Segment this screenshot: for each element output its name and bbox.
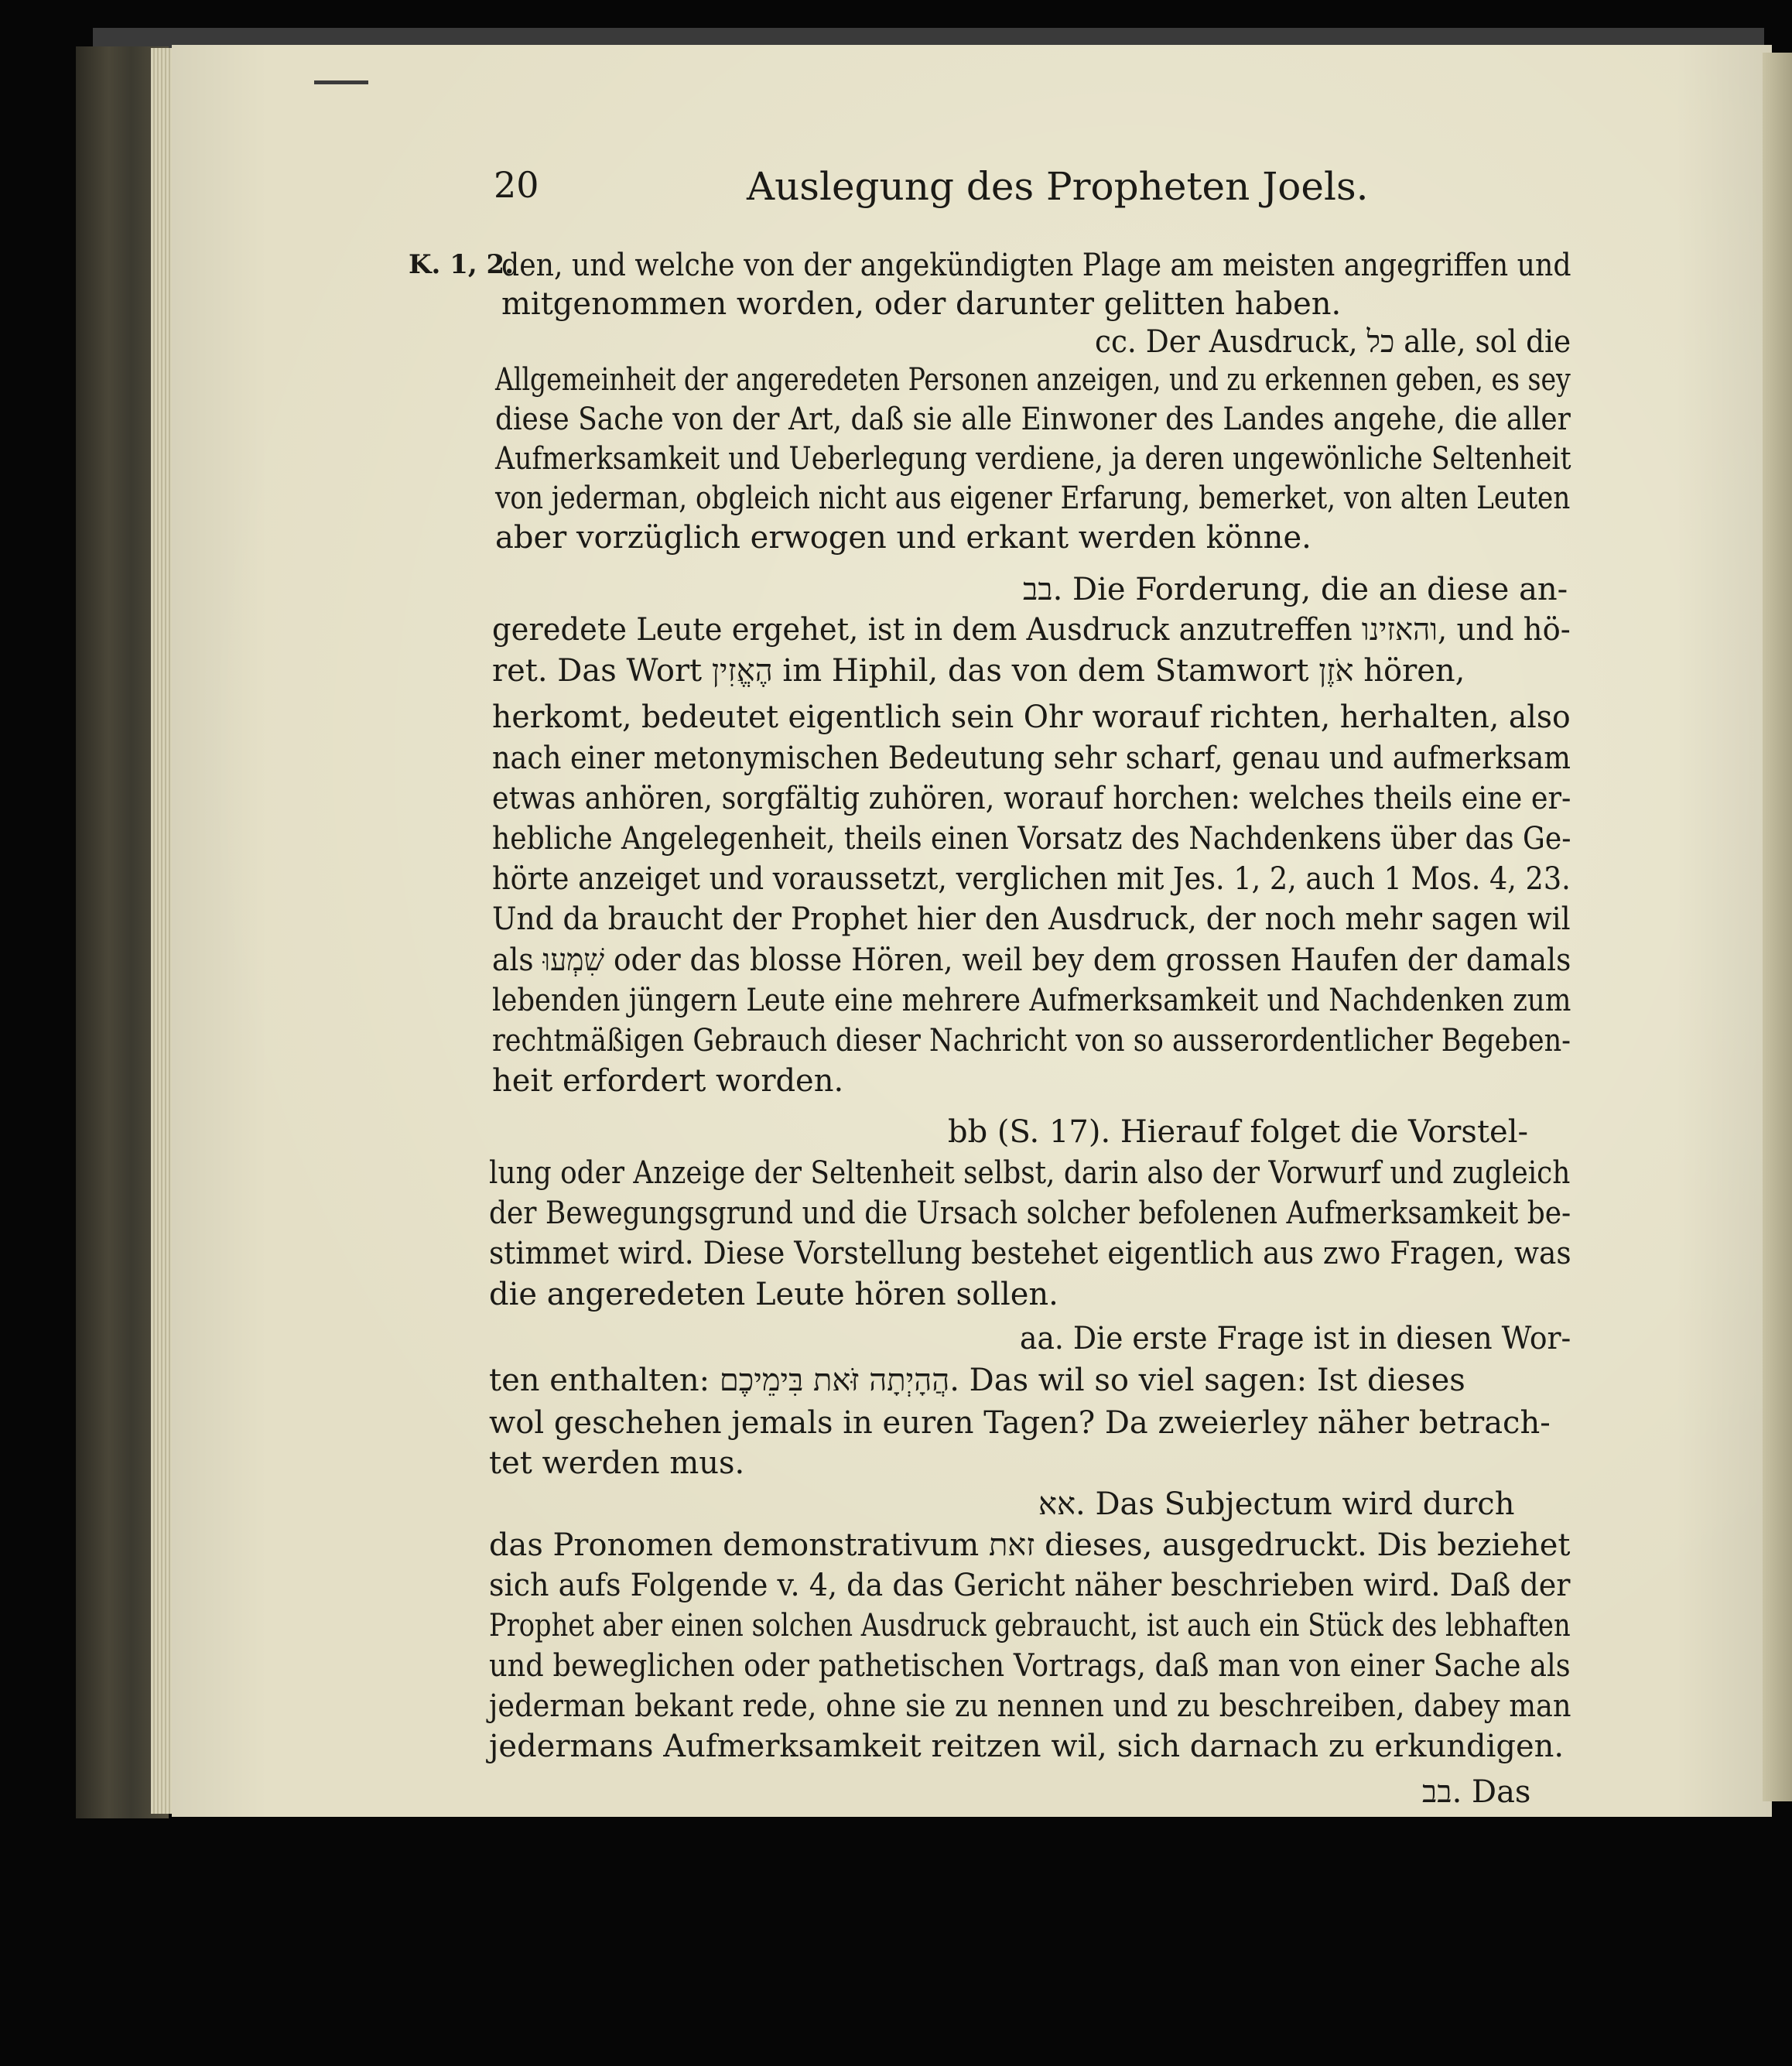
text-line: bb (S. 17). Hierauf folget die Vorstel-: [948, 1114, 1528, 1150]
text-line: jedermans Aufmerksamkeit reitzen wil, sich darnach zu erkundigen.: [489, 1729, 1565, 1764]
text-line: cc. Der Ausdruck, כל alle, sol die: [1095, 324, 1571, 360]
text-line: Allgemeinheit der angeredeten Personen anzeigen, und zu erkennen geben, es sey: [495, 362, 1571, 398]
text-line: aber vorzüglich erwogen und erkant werden könne.: [495, 520, 1312, 556]
text-line: geredete Leute ergehet, ist in dem Ausdruck anzutreffen והאזינו, und hö-: [492, 612, 1571, 648]
text-line: herkomt, bedeutet eigentlich sein Ohr worauf richten, herhalten, also: [492, 699, 1571, 735]
page-number: 20: [494, 164, 539, 206]
text-line: das Pronomen demonstrativum זאת dieses, ausgedruckt. Dis beziehet: [489, 1527, 1571, 1563]
text-line: ret. Das Wort הֶאֱזִין im Hiphil, das von dem Stamwort אֹזֶן hören,: [492, 653, 1465, 689]
text-line: als שִׁמְעוּ oder das blosse Hören, weil bey dem grossen Haufen der damals: [492, 942, 1571, 978]
text-line: stimmet wird. Diese Vorstellung bestehet eigentlich aus zwo Fragen, was: [489, 1236, 1571, 1271]
text-line: lung oder Anzeige der Seltenheit selbst, darin also der Vorwurf und zugleich: [489, 1155, 1571, 1191]
text-line: etwas anhören, sorgfältig zuhören, worauf horchen: welches theils eine er-: [492, 781, 1571, 816]
catchword: בב. Das: [1422, 1774, 1531, 1810]
text-line: lebenden jüngern Leute eine mehrere Aufmerksamkeit und Nachdenken zum: [492, 983, 1571, 1018]
text-line: den, und welche von der angekündigten Plage am meisten angegriffen und: [501, 248, 1571, 283]
text-line: hörte anzeiget und voraussetzt, verglichen mit Jes. 1, 2, auch 1 Mos. 4, 23.: [492, 861, 1571, 897]
text-line: von jederman, obgleich nicht aus eigener Erfarung, bemerket, von alten Leuten: [495, 481, 1571, 516]
text-line: hebliche Angelegenheit, theils einen Vorsatz des Nachdenkens über das Ge-: [492, 821, 1571, 857]
text-line: mitgenommen worden, oder darunter gelitten haben.: [501, 286, 1342, 322]
text-line: tet werden mus.: [489, 1445, 745, 1481]
text-line: Und da braucht der Prophet hier den Ausdruck, der noch mehr sagen wil: [492, 901, 1571, 937]
text-line: wol geschehen jemals in euren Tagen? Da zweierley näher betrach-: [489, 1405, 1551, 1441]
ink-dash-mark: [314, 80, 368, 84]
text-line: heit erfordert worden.: [492, 1063, 844, 1099]
margin-reference: K. 1, 2.: [409, 249, 515, 280]
text-line: sich aufs Folgende v. 4, da das Gericht näher beschrieben wird. Daß der: [489, 1568, 1571, 1603]
facing-page-edge: [1763, 53, 1792, 1801]
text-line: ten enthalten: הֲהָיְתָה זֹּאת בִּימֵיכֶם. Das wil so viel sagen: Ist dieses: [489, 1363, 1465, 1398]
text-line: diese Sache von der Art, daß sie alle Einwoner des Landes angehe, die aller: [495, 402, 1571, 437]
text-line: בב. Die Forderung, die an diese an-: [1023, 572, 1568, 607]
text-line: rechtmäßigen Gebrauch dieser Nachricht von so ausserordentlicher Begeben-: [492, 1023, 1571, 1059]
text-line: jederman bekant rede, ohne sie zu nennen und zu beschreiben, dabey man: [489, 1688, 1571, 1724]
text-line: der Bewegungsgrund und die Ursach solcher befolenen Aufmerksamkeit be-: [489, 1195, 1571, 1231]
text-line: Prophet aber einen solchen Ausdruck gebraucht, ist auch ein Stück des lebhaften: [489, 1608, 1571, 1644]
text-line: אא. Das Subjectum wird durch: [1038, 1486, 1515, 1522]
text-line: die angeredeten Leute hören sollen.: [489, 1277, 1058, 1312]
text-line: nach einer metonymischen Bedeutung sehr scharf, genau und aufmerksam: [492, 741, 1571, 776]
text-line: und beweglichen oder pathetischen Vortrags, daß man von einer Sache als: [489, 1648, 1571, 1684]
page-edges: [151, 48, 174, 1814]
running-head: Auslegung des Propheten Joels.: [747, 164, 1369, 209]
text-line: Aufmerksamkeit und Ueberlegung verdiene, ja deren ungewönliche Seltenheit: [495, 441, 1571, 477]
text-line: aa. Die erste Frage ist in diesen Wor-: [1020, 1321, 1571, 1356]
